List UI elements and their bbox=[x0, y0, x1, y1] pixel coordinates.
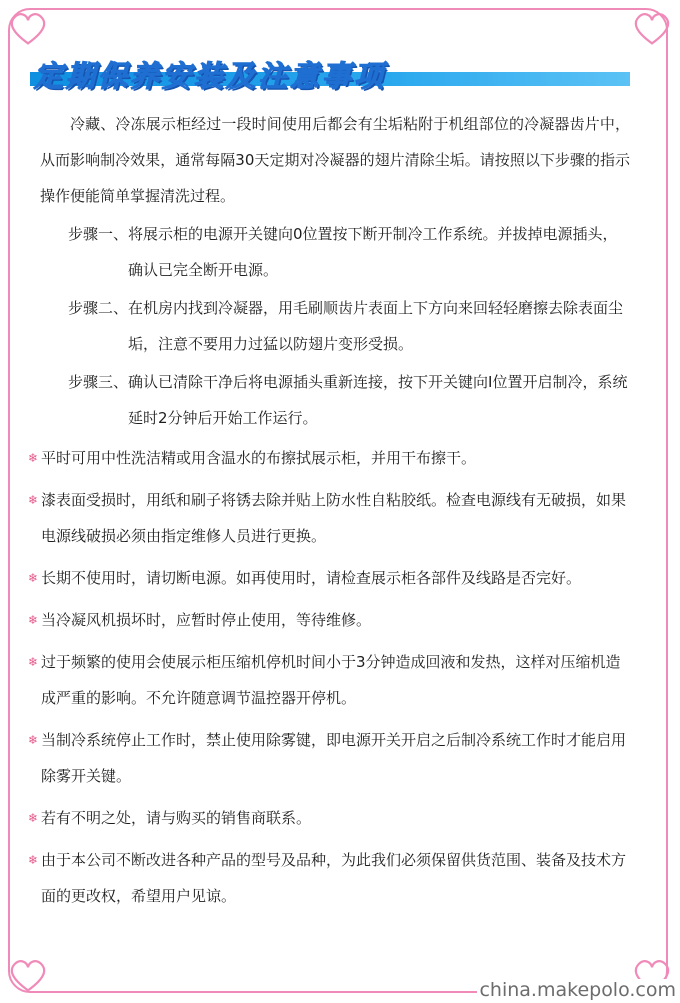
note-item bbox=[28, 722, 630, 794]
note-item bbox=[28, 560, 630, 596]
step-text: 在机房内找到冷凝器，用毛刷顺齿片表面上下方向来回轻轻磨擦去除表面尘垢，注意不要用力过猛以防翅片变形受损。 bbox=[128, 299, 624, 353]
source-watermark: china.makepolo.com bbox=[479, 979, 676, 1001]
snowflake-bullet-icon: ❄ bbox=[28, 451, 39, 465]
document-body bbox=[28, 106, 630, 920]
note-text: 过于频繁的使用会使展示柜压缩机停机时间小于3分钟造成回液和发热，这样对压缩机造成严重的影响。不允许随意调节温控器开停机。 bbox=[41, 653, 621, 707]
snowflake-bullet-icon: ❄ bbox=[28, 853, 39, 867]
note-text: 漆表面受损时，用纸和刷子将锈去除并贴上防水性自粘胶纸。检查电源线有无破损，如果电源线破损必须由指定维修人员进行更换。 bbox=[41, 491, 627, 545]
note-item bbox=[28, 482, 630, 554]
note-text: 长期不使用时，请切断电源。如再使用时，请检查展示柜各部件及线路是否完好。 bbox=[41, 569, 582, 587]
snowflake-bullet-icon: ❄ bbox=[28, 811, 39, 825]
snowflake-bullet-icon: ❄ bbox=[28, 733, 39, 747]
note-item bbox=[28, 602, 630, 638]
note-text: 若有不明之处，请与购买的销售商联系。 bbox=[41, 809, 312, 827]
note-text: 当冷凝风机损坏时，应暂时停止使用，等待维修。 bbox=[41, 611, 372, 629]
intro-paragraph: 冷藏、冷冻展示柜经过一段时间使用后都会有尘垢粘附于机组部位的冷凝器齿片中，从而影响制冷效果，通常每隔30天定期对冷凝器的翅片清除尘垢。请按照以下步骤的指示操作便能简单掌握清洗过程。 bbox=[40, 115, 630, 205]
step-label: 步骤一、 bbox=[68, 225, 129, 243]
note-item bbox=[28, 842, 630, 914]
page-title: 定期保养安装及注意事项 bbox=[34, 59, 387, 93]
snowflake-bullet-icon: ❄ bbox=[28, 613, 39, 627]
step-label: 步骤三、 bbox=[68, 373, 129, 391]
step-item bbox=[40, 364, 630, 436]
note-item bbox=[28, 800, 630, 836]
note-item bbox=[28, 644, 630, 716]
step-item bbox=[40, 290, 630, 362]
heart-corner-icon bbox=[630, 6, 674, 50]
snowflake-bullet-icon: ❄ bbox=[28, 571, 39, 585]
note-text: 由于本公司不断改进各种产品的型号及品种，为此我们必须保留供货范围、装备及技术方面的更改权，希望用户见谅。 bbox=[41, 851, 627, 905]
step-label: 步骤二、 bbox=[68, 299, 129, 317]
step-text: 将展示柜的电源开关键向0位置按下断开制冷工作系统。并拔掉电源插头，确认已完全断开电源。 bbox=[128, 225, 618, 279]
step-text: 确认已清除干净后将电源插头重新连接，按下开关键向I位置开启制冷，系统延时2分钟后开始工作运行。 bbox=[128, 373, 628, 427]
heart-corner-icon bbox=[6, 953, 50, 997]
step-item bbox=[40, 216, 630, 288]
note-text: 平时可用中性洗洁精或用含温水的布擦拭展示柜，并用干布擦干。 bbox=[41, 449, 477, 467]
note-item bbox=[28, 440, 630, 476]
snowflake-bullet-icon: ❄ bbox=[28, 493, 39, 507]
notes-list bbox=[28, 440, 630, 914]
heart-corner-icon bbox=[6, 6, 50, 50]
note-text: 当制冷系统停止工作时，禁止使用除雾键，即电源开关开启之后制冷系统工作时才能启用除雾开关键。 bbox=[41, 731, 627, 785]
snowflake-bullet-icon: ❄ bbox=[28, 655, 39, 669]
title-banner bbox=[30, 54, 630, 94]
